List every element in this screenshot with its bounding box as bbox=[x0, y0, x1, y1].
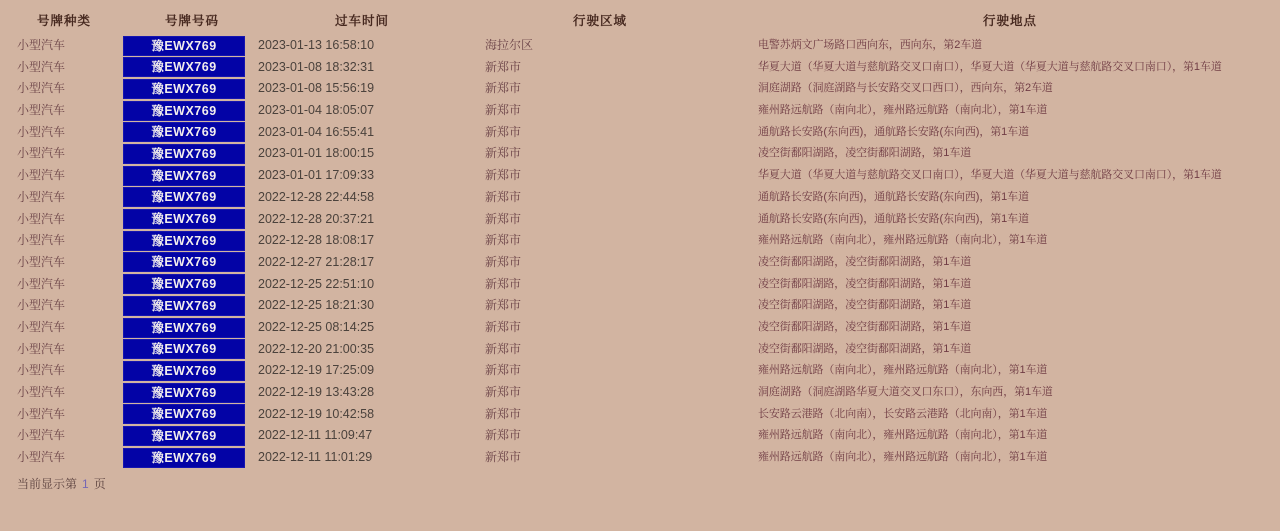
pass-time-cell: 2022-12-27 21:28:17 bbox=[258, 254, 375, 269]
table-row bbox=[0, 143, 1280, 165]
table-row bbox=[0, 382, 1280, 404]
plate-type-cell: 小型汽车 bbox=[17, 124, 66, 139]
driving-area-cell: 新郑市 bbox=[485, 428, 522, 443]
plate-number-cell[interactable]: 豫EWX769 bbox=[123, 426, 245, 446]
driving-area-cell: 新郑市 bbox=[485, 406, 522, 421]
driving-location-cell: 雍州路远航路（南向北），雍州路远航路（南向北），第1车道 bbox=[758, 429, 1048, 442]
plate-number-cell[interactable]: 豫EWX769 bbox=[123, 318, 245, 338]
plate-number-cell[interactable]: 豫EWX769 bbox=[123, 274, 245, 294]
driving-location-cell: 雍州路远航路（南向北），雍州路远航路（南向北），第1车道 bbox=[758, 364, 1048, 377]
table-row bbox=[0, 360, 1280, 382]
pass-time-cell: 2023-01-08 18:32:31 bbox=[258, 59, 375, 74]
driving-area-cell: 新郑市 bbox=[485, 103, 522, 118]
page-number[interactable]: 1 bbox=[82, 477, 89, 491]
driving-area-cell: 新郑市 bbox=[485, 233, 522, 248]
plate-number-cell[interactable]: 豫EWX769 bbox=[123, 166, 245, 186]
plate-number-cell[interactable]: 豫EWX769 bbox=[123, 252, 245, 272]
plate-type-cell: 小型汽车 bbox=[17, 233, 66, 248]
plate-number-cell[interactable]: 豫EWX769 bbox=[123, 36, 245, 56]
plate-type-cell: 小型汽车 bbox=[17, 189, 66, 204]
driving-location-cell: 雍州路远航路（南向北），雍州路远航路（南向北），第1车道 bbox=[758, 234, 1048, 247]
table-row bbox=[0, 317, 1280, 339]
driving-area-cell: 新郑市 bbox=[485, 385, 522, 399]
column-header-driving-location: 行驶地点 bbox=[983, 14, 1038, 28]
table-row bbox=[0, 209, 1280, 231]
driving-area-cell: 新郑市 bbox=[485, 254, 522, 269]
column-header-pass-time: 过车时间 bbox=[335, 14, 390, 28]
driving-area-cell: 新郑市 bbox=[485, 189, 522, 204]
plate-number-cell[interactable]: 豫EWX769 bbox=[123, 448, 245, 468]
driving-location-cell: 凌空街鄱阳湖路，凌空街鄱阳湖路，第1车道 bbox=[758, 147, 972, 160]
plate-number-cell[interactable]: 豫EWX769 bbox=[123, 144, 245, 164]
driving-area-cell: 新郑市 bbox=[485, 124, 522, 139]
plate-type-cell: 小型汽车 bbox=[17, 168, 66, 183]
driving-location-cell: 通航路长安路(东向西)，通航路长安路(东向西)，第1车道 bbox=[758, 190, 1029, 203]
table-row bbox=[0, 187, 1280, 209]
plate-number-cell[interactable]: 豫EWX769 bbox=[123, 231, 245, 251]
plate-type-cell: 小型汽车 bbox=[17, 146, 66, 161]
driving-location-cell: 电警苏炳文广场路口西向东，西向东，第2车道 bbox=[758, 39, 983, 51]
column-header-driving-area: 行驶区域 bbox=[573, 14, 628, 28]
driving-area-cell: 新郑市 bbox=[485, 276, 522, 291]
pass-time-cell: 2022-12-11 11:01:29 bbox=[258, 450, 373, 465]
table-row bbox=[0, 57, 1280, 79]
driving-area-cell: 新郑市 bbox=[485, 168, 522, 183]
driving-location-cell: 凌空街鄱阳湖路，凌空街鄱阳湖路，第1车道 bbox=[758, 320, 972, 333]
pass-time-cell: 2022-12-19 17:25:09 bbox=[258, 363, 375, 378]
plate-type-cell: 小型汽车 bbox=[17, 341, 66, 356]
table-row bbox=[0, 295, 1280, 317]
plate-type-cell: 小型汽车 bbox=[17, 211, 66, 226]
plate-type-cell: 小型汽车 bbox=[17, 254, 66, 269]
plate-type-cell: 小型汽车 bbox=[17, 319, 66, 334]
plate-number-cell[interactable]: 豫EWX769 bbox=[123, 383, 245, 403]
plate-type-cell: 小型汽车 bbox=[17, 81, 66, 96]
plate-type-cell: 小型汽车 bbox=[17, 38, 66, 52]
driving-location-cell: 洞庭湖路（洞庭湖路华夏大道交叉口东口），东向西，第1车道 bbox=[758, 386, 1053, 398]
driving-location-cell: 通航路长安路(东向西)，通航路长安路(东向西)，第1车道 bbox=[758, 212, 1029, 225]
driving-area-cell: 新郑市 bbox=[485, 146, 522, 161]
driving-location-cell: 华夏大道（华夏大道与慈航路交叉口南口），华夏大道（华夏大道与慈航路交叉口南口），第1车道 bbox=[758, 169, 1222, 182]
driving-location-cell: 华夏大道（华夏大道与慈航路交叉口南口），华夏大道（华夏大道与慈航路交叉口南口），第1车道 bbox=[758, 60, 1222, 73]
plate-number-cell[interactable]: 豫EWX769 bbox=[123, 122, 245, 142]
pass-time-cell: 2022-12-25 22:51:10 bbox=[258, 276, 375, 291]
table-row bbox=[0, 122, 1280, 144]
driving-area-cell: 新郑市 bbox=[485, 450, 522, 465]
driving-area-cell: 海拉尔区 bbox=[485, 38, 534, 52]
plate-number-cell[interactable]: 豫EWX769 bbox=[123, 404, 245, 424]
plate-number-cell[interactable]: 豫EWX769 bbox=[123, 187, 245, 207]
pass-time-cell: 2022-12-28 18:08:17 bbox=[258, 233, 375, 248]
driving-location-cell: 凌空街鄱阳湖路，凌空街鄱阳湖路，第1车道 bbox=[758, 255, 972, 268]
pass-time-cell: 2023-01-01 18:00:15 bbox=[258, 146, 375, 161]
plate-type-cell: 小型汽车 bbox=[17, 276, 66, 291]
plate-number-cell[interactable]: 豫EWX769 bbox=[123, 339, 245, 359]
plate-type-cell: 小型汽车 bbox=[17, 385, 66, 399]
pagination-suffix: 页 bbox=[93, 477, 106, 491]
table-row bbox=[0, 339, 1280, 361]
pass-time-cell: 2023-01-04 18:05:07 bbox=[258, 103, 375, 118]
pagination-status bbox=[17, 476, 106, 492]
driving-area-cell: 新郑市 bbox=[485, 211, 522, 226]
pass-time-cell: 2023-01-13 16:58:10 bbox=[258, 38, 375, 52]
pass-time-cell: 2023-01-04 16:55:41 bbox=[258, 124, 375, 139]
driving-area-cell: 新郑市 bbox=[485, 363, 522, 378]
table-row bbox=[0, 252, 1280, 274]
pass-time-cell: 2022-12-25 08:14:25 bbox=[258, 319, 375, 334]
driving-location-cell: 凌空街鄱阳湖路，凌空街鄱阳湖路，第1车道 bbox=[758, 277, 972, 290]
driving-area-cell: 新郑市 bbox=[485, 319, 522, 334]
table-row bbox=[0, 100, 1280, 122]
pass-time-cell: 2022-12-20 21:00:35 bbox=[258, 341, 375, 356]
driving-location-cell: 长安路云港路（北向南），长安路云港路（北向南），第1车道 bbox=[758, 407, 1048, 420]
driving-location-cell: 凌空街鄱阳湖路，凌空街鄱阳湖路，第1车道 bbox=[758, 342, 972, 355]
pass-time-cell: 2022-12-28 22:44:58 bbox=[258, 189, 375, 204]
driving-location-cell: 雍州路远航路（南向北），雍州路远航路（南向北），第1车道 bbox=[758, 104, 1048, 117]
plate-type-cell: 小型汽车 bbox=[17, 450, 66, 465]
pass-time-cell: 2023-01-08 15:56:19 bbox=[258, 81, 375, 96]
driving-location-cell: 雍州路远航路（南向北），雍州路远航路（南向北），第1车道 bbox=[758, 451, 1048, 464]
table-row bbox=[0, 447, 1280, 469]
driving-location-cell: 通航路长安路(东向西)，通航路长安路(东向西)，第1车道 bbox=[758, 125, 1029, 138]
plate-type-cell: 小型汽车 bbox=[17, 298, 66, 313]
table-row bbox=[0, 425, 1280, 447]
plate-number-cell[interactable]: 豫EWX769 bbox=[123, 57, 245, 77]
table-row bbox=[0, 274, 1280, 296]
plate-type-cell: 小型汽车 bbox=[17, 59, 66, 74]
driving-location-cell: 洞庭湖路（洞庭湖路与长安路交叉口西口），西向东，第2车道 bbox=[758, 82, 1053, 95]
driving-area-cell: 新郑市 bbox=[485, 59, 522, 74]
pass-time-cell: 2022-12-19 10:42:58 bbox=[258, 406, 375, 421]
table-row bbox=[0, 35, 1280, 57]
table-row bbox=[0, 404, 1280, 426]
column-header-plate-type: 号牌种类 bbox=[37, 14, 92, 28]
column-header-plate-number: 号牌号码 bbox=[165, 14, 220, 28]
pass-time-cell: 2023-01-01 17:09:33 bbox=[258, 168, 375, 183]
plate-number-cell[interactable]: 豫EWX769 bbox=[123, 361, 245, 381]
pagination-prefix: 当前显示第 bbox=[17, 477, 78, 491]
driving-area-cell: 新郑市 bbox=[485, 298, 522, 313]
pass-time-cell: 2022-12-28 20:37:21 bbox=[258, 211, 375, 226]
table-row bbox=[0, 230, 1280, 252]
pass-time-cell: 2022-12-19 13:43:28 bbox=[258, 385, 375, 399]
plate-number-cell[interactable]: 豫EWX769 bbox=[123, 296, 245, 316]
plate-type-cell: 小型汽车 bbox=[17, 428, 66, 443]
table-row bbox=[0, 165, 1280, 187]
plate-type-cell: 小型汽车 bbox=[17, 103, 66, 118]
pass-time-cell: 2022-12-11 11:09:47 bbox=[258, 428, 373, 443]
driving-area-cell: 新郑市 bbox=[485, 341, 522, 356]
table-row bbox=[0, 78, 1280, 100]
driving-location-cell: 凌空街鄱阳湖路，凌空街鄱阳湖路，第1车道 bbox=[758, 299, 972, 312]
pass-time-cell: 2022-12-25 18:21:30 bbox=[258, 298, 375, 313]
plate-type-cell: 小型汽车 bbox=[17, 406, 66, 421]
plate-number-cell[interactable]: 豫EWX769 bbox=[123, 79, 245, 99]
table-body bbox=[0, 35, 1280, 469]
plate-number-cell[interactable]: 豫EWX769 bbox=[123, 101, 245, 121]
driving-area-cell: 新郑市 bbox=[485, 81, 522, 96]
plate-number-cell[interactable]: 豫EWX769 bbox=[123, 209, 245, 229]
plate-type-cell: 小型汽车 bbox=[17, 363, 66, 378]
